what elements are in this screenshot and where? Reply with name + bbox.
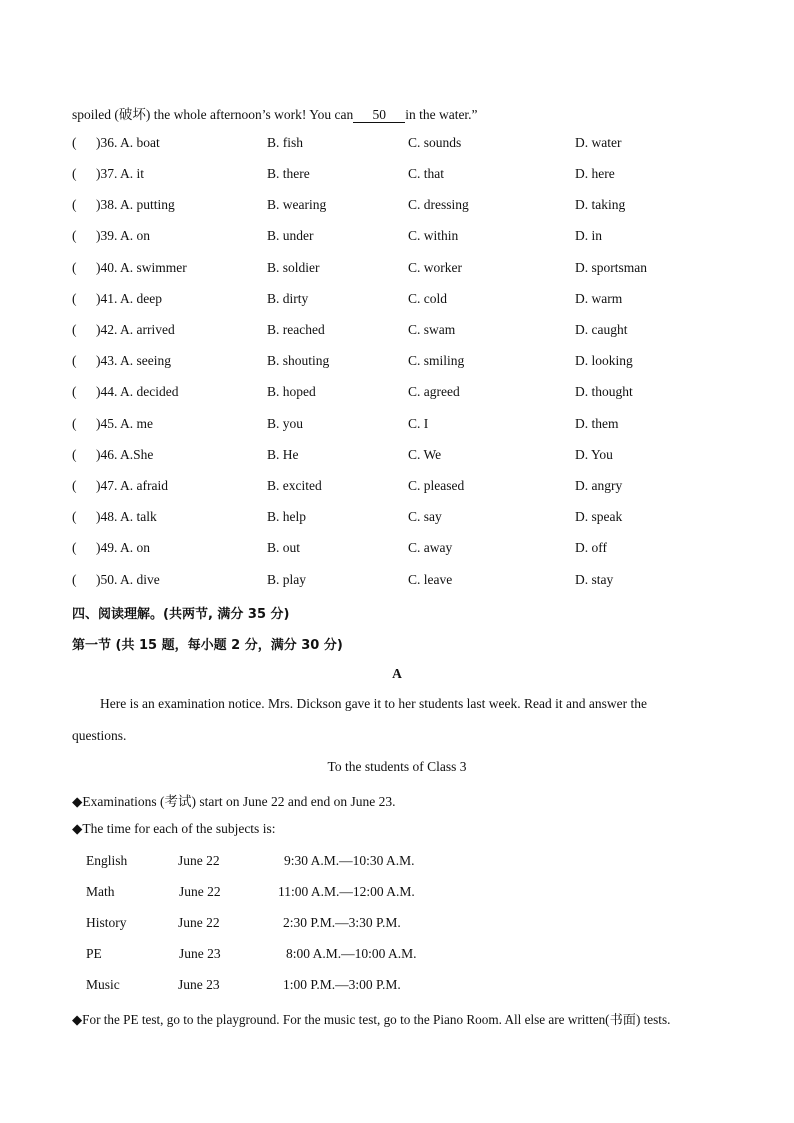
notice-title: To the students of Class 3 <box>327 759 467 774</box>
blank-50: 50 <box>353 108 405 123</box>
schedule-subject: Music <box>86 977 120 992</box>
answer-paren: ( <box>72 260 77 275</box>
schedule-time: 9:30 A.M.—10:30 A.M. <box>284 853 415 868</box>
option-b: B. under <box>267 228 314 243</box>
option-c: C. agreed <box>408 384 460 399</box>
answer-paren: ( <box>72 384 77 399</box>
schedule-subject: Math <box>86 884 115 899</box>
answer-paren: ( <box>72 166 77 181</box>
question-row <box>72 540 732 560</box>
option-c: C. We <box>408 447 442 462</box>
option-d: D. taking <box>575 197 626 212</box>
section-heading: 四、阅读理解。(共两节, 满分 35 分) <box>72 607 290 622</box>
option-b: B. out <box>267 540 301 555</box>
option-b: B. dirty <box>267 291 309 306</box>
option-b: B. play <box>267 572 306 587</box>
option-d: D. warm <box>575 291 623 306</box>
option-a: )43. A. seeing <box>96 353 171 368</box>
option-b: B. hoped <box>267 384 316 399</box>
option-b: B. fish <box>267 135 304 150</box>
option-a: )38. A. putting <box>96 197 175 212</box>
option-d: D. in <box>575 228 602 243</box>
passage-intro-line-1: Here is an examination notice. Mrs. Dickson gave it to her students last week. Read it and answer the <box>100 696 647 711</box>
question-row <box>72 416 732 436</box>
question-row <box>72 447 732 467</box>
option-a: )42. A. arrived <box>96 322 175 337</box>
option-d: D. speak <box>575 509 623 524</box>
option-d: D. You <box>575 447 613 462</box>
option-c: C. within <box>408 228 459 243</box>
option-c: C. worker <box>408 260 462 275</box>
question-row <box>72 260 732 280</box>
schedule-time: 8:00 A.M.—10:00 A.M. <box>286 946 417 961</box>
passage-intro-line-2: questions. <box>72 728 127 743</box>
option-a: )45. A. me <box>96 416 153 431</box>
question-row <box>72 572 732 592</box>
option-d: D. off <box>575 540 607 555</box>
schedule-subject: PE <box>86 946 102 961</box>
option-d: D. here <box>575 166 615 181</box>
question-row <box>72 135 732 155</box>
schedule-time: 1:00 P.M.—3:00 P.M. <box>283 977 401 992</box>
intro-text-after: in the water.” <box>405 107 478 122</box>
option-d: D. angry <box>575 478 623 493</box>
option-d: D. caught <box>575 322 628 337</box>
schedule-subject: History <box>86 915 127 930</box>
option-a: )39. A. on <box>96 228 150 243</box>
answer-paren: ( <box>72 540 77 555</box>
answer-paren: ( <box>72 322 77 337</box>
option-b: B. there <box>267 166 310 181</box>
option-b: B. reached <box>267 322 325 337</box>
option-b: B. excited <box>267 478 322 493</box>
subsection-heading: 第一节 (共 15 题，每小题 2 分，满分 30 分) <box>72 638 343 653</box>
option-b: B. you <box>267 416 304 431</box>
answer-paren: ( <box>72 291 77 306</box>
option-a: )50. A. dive <box>96 572 160 587</box>
option-d: D. stay <box>575 572 614 587</box>
option-d: D. water <box>575 135 622 150</box>
option-b: B. wearing <box>267 197 327 212</box>
question-row <box>72 291 732 311</box>
question-row <box>72 384 732 404</box>
schedule-date: June 23 <box>178 977 220 992</box>
schedule-date: June 22 <box>179 884 221 899</box>
option-c: C. I <box>408 416 429 431</box>
option-c: C. cold <box>408 291 447 306</box>
option-c: C. swam <box>408 322 456 337</box>
question-row <box>72 166 732 186</box>
answer-paren: ( <box>72 478 77 493</box>
question-row <box>72 478 732 498</box>
answer-paren: ( <box>72 197 77 212</box>
option-a: )47. A. afraid <box>96 478 168 493</box>
schedule-subject: English <box>86 853 128 868</box>
option-c: C. away <box>408 540 453 555</box>
option-c: C. pleased <box>408 478 465 493</box>
answer-paren: ( <box>72 447 77 462</box>
option-b: B. soldier <box>267 260 320 275</box>
intro-text-before: spoiled (破坏) the whole afternoon’s work! You can <box>72 107 354 122</box>
answer-paren: ( <box>72 228 77 243</box>
notice-bullet-dates: ◆Examinations (考试) start on June 22 and end on June 23. <box>72 794 396 809</box>
option-a: )41. A. deep <box>96 291 162 306</box>
question-row <box>72 509 732 529</box>
cloze-closing-line <box>72 103 478 123</box>
option-d: D. looking <box>575 353 633 368</box>
question-row <box>72 197 732 217</box>
option-d: D. them <box>575 416 619 431</box>
schedule-date: June 22 <box>178 915 220 930</box>
answer-paren: ( <box>72 509 77 524</box>
answer-paren: ( <box>72 572 77 587</box>
option-c: C. smiling <box>408 353 465 368</box>
notice-bullet-times: ◆The time for each of the subjects is: <box>72 821 276 836</box>
option-d: D. thought <box>575 384 633 399</box>
option-c: C. dressing <box>408 197 469 212</box>
question-row <box>72 228 732 248</box>
question-row <box>72 322 732 342</box>
option-c: C. leave <box>408 572 453 587</box>
option-a: )36. A. boat <box>96 135 160 150</box>
option-c: C. sounds <box>408 135 462 150</box>
option-a: )40. A. swimmer <box>96 260 187 275</box>
option-b: B. He <box>267 447 299 462</box>
schedule-date: June 22 <box>178 853 220 868</box>
option-b: B. help <box>267 509 306 524</box>
option-c: C. that <box>408 166 444 181</box>
option-b: B. shouting <box>267 353 330 368</box>
option-a: )46. A.She <box>96 447 154 462</box>
option-a: )49. A. on <box>96 540 150 555</box>
question-row <box>72 353 732 373</box>
answer-paren: ( <box>72 416 77 431</box>
option-d: D. sportsman <box>575 260 647 275</box>
schedule-date: June 23 <box>179 946 221 961</box>
option-c: C. say <box>408 509 442 524</box>
passage-label: A <box>392 666 402 681</box>
schedule-time: 2:30 P.M.—3:30 P.M. <box>283 915 401 930</box>
answer-paren: ( <box>72 135 77 150</box>
schedule-time: 11:00 A.M.—12:00 A.M. <box>278 884 415 899</box>
notice-bullet-locations: ◆For the PE test, go to the playground. For the music test, go to the Piano Room. All else are written(书面) tests. <box>72 1012 671 1027</box>
option-a: )37. A. it <box>96 166 145 181</box>
answer-paren: ( <box>72 353 77 368</box>
option-a: )48. A. talk <box>96 509 157 524</box>
option-a: )44. A. decided <box>96 384 179 399</box>
